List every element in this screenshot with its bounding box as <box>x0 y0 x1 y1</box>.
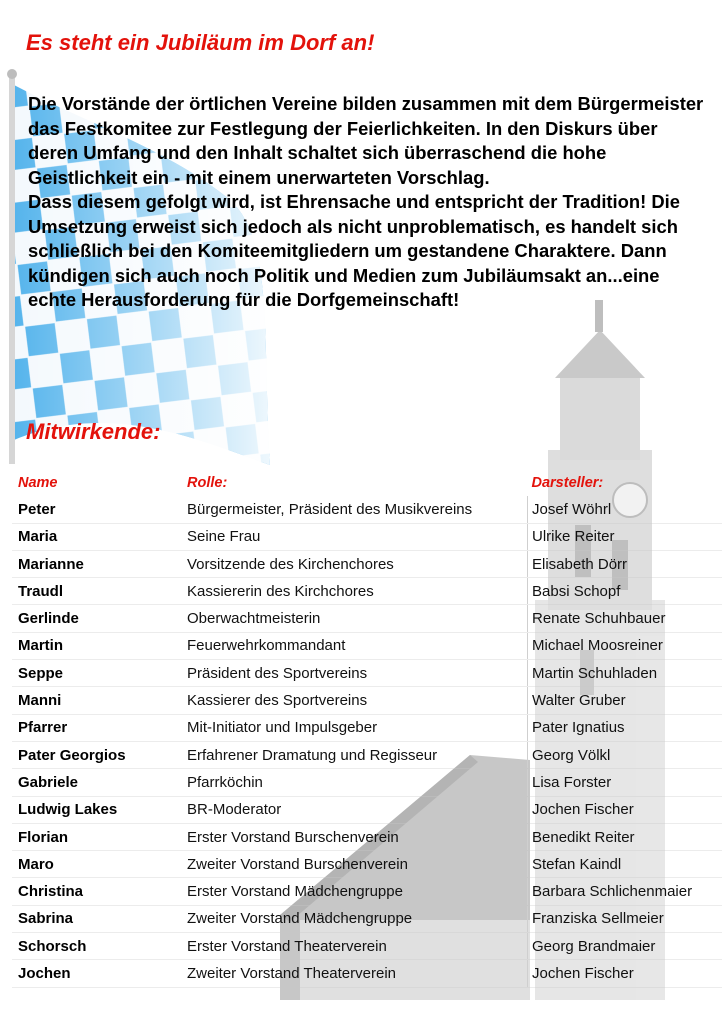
cast-row <box>12 905 722 932</box>
role-description: Erfahrener Dramatung und Regisseur <box>183 741 528 768</box>
role-name: Pfarrer <box>12 714 183 741</box>
role-description: BR-Moderator <box>183 796 528 823</box>
role-name: Gerlinde <box>12 605 183 632</box>
role-name: Christina <box>12 878 183 905</box>
role-description: Erster Vorstand Mädchengruppe <box>183 878 528 905</box>
cast-heading: Mitwirkende: <box>26 419 161 444</box>
cast-row <box>12 741 722 768</box>
cast-row <box>12 660 722 687</box>
role-name: Sabrina <box>12 905 183 932</box>
cast-row <box>12 714 722 741</box>
role-description: Bürgermeister, Präsident des Musikvereins <box>183 496 528 523</box>
page-title: Es steht ein Jubiläum im Dorf an! <box>26 30 375 55</box>
cast-row <box>12 632 722 659</box>
actor-name: Michael Moosreiner <box>528 632 723 659</box>
column-header-actor: Darsteller: <box>531 475 604 492</box>
actor-name: Walter Gruber <box>528 687 723 714</box>
cast-row <box>12 796 722 823</box>
role-description: Feuerwehrkommandant <box>183 632 528 659</box>
role-description: Zweiter Vorstand Burschenverein <box>183 851 528 878</box>
actor-name: Elisabeth Dörr <box>528 550 723 577</box>
actor-name: Jochen Fischer <box>528 796 723 823</box>
role-name: Ludwig Lakes <box>12 796 183 823</box>
role-description: Präsident des Sportvereins <box>183 660 528 687</box>
actor-name: Babsi Schopf <box>528 578 723 605</box>
role-name: Maro <box>12 851 183 878</box>
cast-row <box>12 851 722 878</box>
column-header-role: Rolle: <box>187 475 228 492</box>
intro-text <box>28 92 708 313</box>
role-description: Erster Vorstand Burschenverein <box>183 823 528 850</box>
role-name: Gabriele <box>12 769 183 796</box>
cast-row <box>12 578 722 605</box>
actor-name: Georg Brandmaier <box>528 933 723 960</box>
role-name: Seppe <box>12 660 183 687</box>
role-name: Jochen <box>12 960 183 987</box>
cast-row <box>12 496 722 523</box>
column-header-name: Name <box>18 475 58 492</box>
cast-row <box>12 823 722 850</box>
cast-row <box>12 605 722 632</box>
role-name: Marianne <box>12 550 183 577</box>
actor-name: Barbara Schlichenmaier <box>528 878 723 905</box>
actor-name: Ulrike Reiter <box>528 523 723 550</box>
actor-name: Renate Schuhbauer <box>528 605 723 632</box>
intro-paragraph: Dass diesem gefolgt wird, ist Ehrensache und entspricht der Tradition! Die Umsetzung erweist sich jedoch als nicht unproblematisch, es handelt sich schließlich bei den Komiteemitgliedern um gestandene Charaktere. Dann kündigen sich auch noch Politik und Medien zum Jubiläumsakt an...eine echte Herausforderung für die Dorfgemeinschaft! <box>28 191 680 310</box>
role-name: Florian <box>12 823 183 850</box>
role-description: Kassierer des Sportvereins <box>183 687 528 714</box>
role-description: Zweiter Vorstand Theaterverein <box>183 960 528 987</box>
role-description: Zweiter Vorstand Mädchengruppe <box>183 905 528 932</box>
role-description: Kassiererin des Kirchchores <box>183 578 528 605</box>
actor-name: Lisa Forster <box>528 769 723 796</box>
actor-name: Pater Ignatius <box>528 714 723 741</box>
cast-row <box>12 687 722 714</box>
role-description: Seine Frau <box>183 523 528 550</box>
intro-paragraph: Die Vorstände der örtlichen Vereine bilden zusammen mit dem Bürgermeister das Festkomitee zur Festlegung der Feierlichkeiten. In den Diskurs über deren Umfang und den Inhalt schaltet sich überraschend die hohe Geistlichkeit ein - mit einem unerwarteten Vorschlag. <box>28 93 704 188</box>
role-name: Schorsch <box>12 933 183 960</box>
actor-name: Franziska Sellmeier <box>528 905 723 932</box>
role-description: Mit-Initiator und Impulsgeber <box>183 714 528 741</box>
role-name: Pater Georgios <box>12 741 183 768</box>
role-name: Traudl <box>12 578 183 605</box>
cast-row <box>12 550 722 577</box>
cast-row <box>12 960 722 987</box>
role-description: Vorsitzende des Kirchenchores <box>183 550 528 577</box>
actor-name: Benedikt Reiter <box>528 823 723 850</box>
cast-header-row <box>12 470 722 496</box>
role-description: Oberwachtmeisterin <box>183 605 528 632</box>
role-name: Peter <box>12 496 183 523</box>
actor-name: Josef Wöhrl <box>528 496 723 523</box>
cast-row <box>12 933 722 960</box>
actor-name: Stefan Kaindl <box>528 851 723 878</box>
cast-row <box>12 769 722 796</box>
role-name: Martin <box>12 632 183 659</box>
role-description: Pfarrköchin <box>183 769 528 796</box>
role-description: Erster Vorstand Theaterverein <box>183 933 528 960</box>
cast-row <box>12 878 722 905</box>
cast-table <box>12 470 722 988</box>
actor-name: Martin Schuhladen <box>528 660 723 687</box>
actor-name: Georg Völkl <box>528 741 723 768</box>
role-name: Maria <box>12 523 183 550</box>
role-name: Manni <box>12 687 183 714</box>
cast-row <box>12 523 722 550</box>
actor-name: Jochen Fischer <box>528 960 723 987</box>
